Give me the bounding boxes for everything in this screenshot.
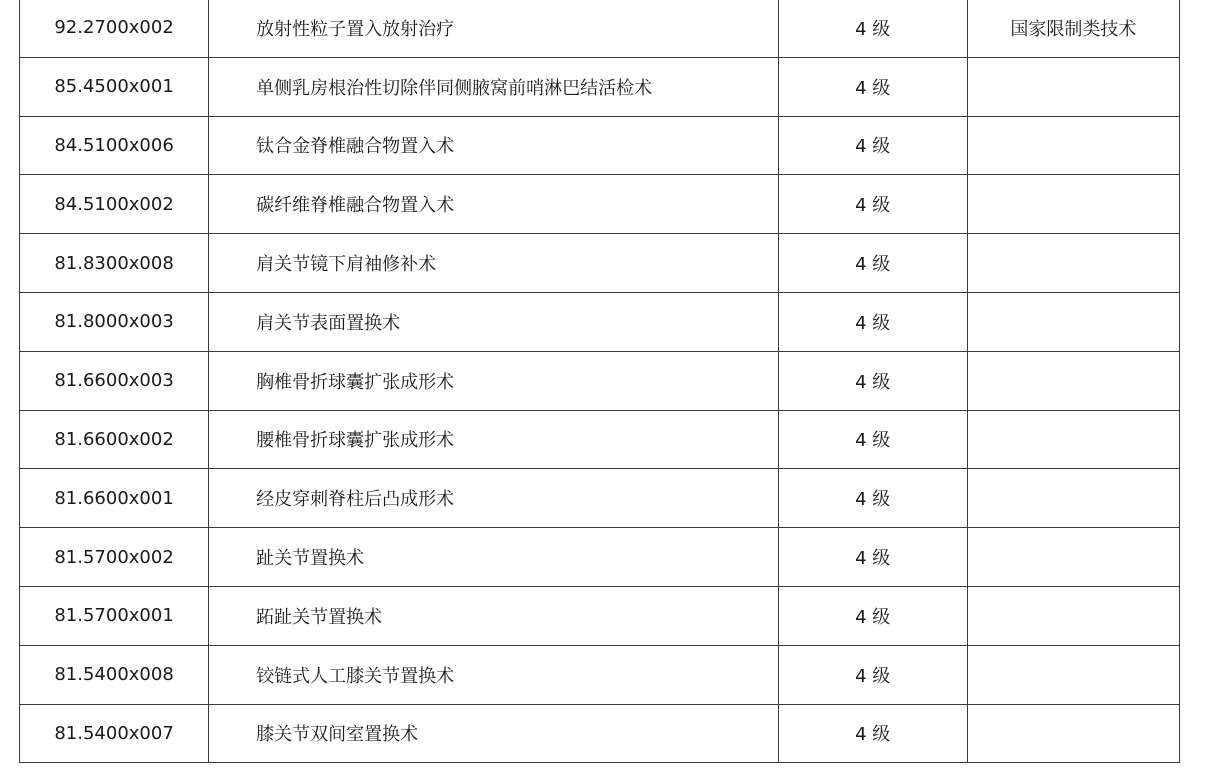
procedure-note-cell [967,704,1179,763]
procedure-name-cell: 胸椎骨折球囊扩张成形术 [209,351,778,410]
procedure-name-cell: 单侧乳房根治性切除伴同侧腋窝前哨淋巴结活检术 [209,57,778,116]
procedure-level-cell: 4 级 [778,175,967,234]
procedure-name-cell: 肩关节表面置换术 [209,292,778,351]
procedure-code-cell: 81.8000x003 [20,292,209,351]
procedure-level-cell: 4 级 [778,57,967,116]
procedure-name-cell: 跖趾关节置换术 [209,586,778,645]
procedure-code-cell: 92.2700x002 [20,0,209,57]
procedure-code-cell: 84.5100x006 [20,116,209,175]
procedure-level-cell: 4 级 [778,528,967,587]
procedure-table [19,0,1180,763]
procedure-note-cell [967,234,1179,293]
procedure-name-cell: 膝关节双间室置换术 [209,704,778,763]
procedure-code-cell: 85.4500x001 [20,57,209,116]
procedure-level-cell: 4 级 [778,116,967,175]
procedure-note-cell [967,292,1179,351]
table-row [20,528,1180,587]
procedure-name-cell: 肩关节镜下肩袖修补术 [209,234,778,293]
procedure-table-body [20,0,1180,763]
procedure-code-cell: 81.6600x002 [20,410,209,469]
table-row [20,292,1180,351]
table-row [20,410,1180,469]
table-row [20,645,1180,704]
procedure-name-cell: 钛合金脊椎融合物置入术 [209,116,778,175]
procedure-name-cell: 经皮穿刺脊柱后凸成形术 [209,469,778,528]
procedure-code-cell: 81.6600x001 [20,469,209,528]
table-row [20,469,1180,528]
procedure-note-cell [967,528,1179,587]
procedure-level-cell: 4 级 [778,645,967,704]
procedure-level-cell: 4 级 [778,292,967,351]
procedure-level-cell: 4 级 [778,351,967,410]
procedure-code-cell: 81.5400x007 [20,704,209,763]
procedure-note-cell [967,175,1179,234]
procedure-note-cell [967,57,1179,116]
procedure-level-cell: 4 级 [778,586,967,645]
procedure-note-cell [967,410,1179,469]
table-row [20,175,1180,234]
procedure-code-cell: 84.5100x002 [20,175,209,234]
table-row [20,704,1180,763]
procedure-note-cell [967,645,1179,704]
table-row [20,586,1180,645]
procedure-level-cell: 4 级 [778,704,967,763]
procedure-note-cell [967,586,1179,645]
table-row [20,57,1180,116]
table-row [20,0,1180,57]
procedure-note-cell: 国家限制类技术 [967,0,1179,57]
procedure-code-cell: 81.5700x002 [20,528,209,587]
table-row [20,234,1180,293]
procedure-code-cell: 81.8300x008 [20,234,209,293]
table-row [20,116,1180,175]
procedure-note-cell [967,116,1179,175]
procedure-level-cell: 4 级 [778,469,967,528]
procedure-code-cell: 81.5700x001 [20,586,209,645]
procedure-name-cell: 碳纤维脊椎融合物置入术 [209,175,778,234]
procedure-code-cell: 81.6600x003 [20,351,209,410]
procedure-level-cell: 4 级 [778,234,967,293]
procedure-code-cell: 81.5400x008 [20,645,209,704]
procedure-level-cell: 4 级 [778,0,967,57]
procedure-note-cell [967,469,1179,528]
procedure-level-cell: 4 级 [778,410,967,469]
procedure-name-cell: 放射性粒子置入放射治疗 [209,0,778,57]
table-row [20,351,1180,410]
procedure-name-cell: 腰椎骨折球囊扩张成形术 [209,410,778,469]
procedure-note-cell [967,351,1179,410]
procedure-name-cell: 趾关节置换术 [209,528,778,587]
procedure-name-cell: 铰链式人工膝关节置换术 [209,645,778,704]
